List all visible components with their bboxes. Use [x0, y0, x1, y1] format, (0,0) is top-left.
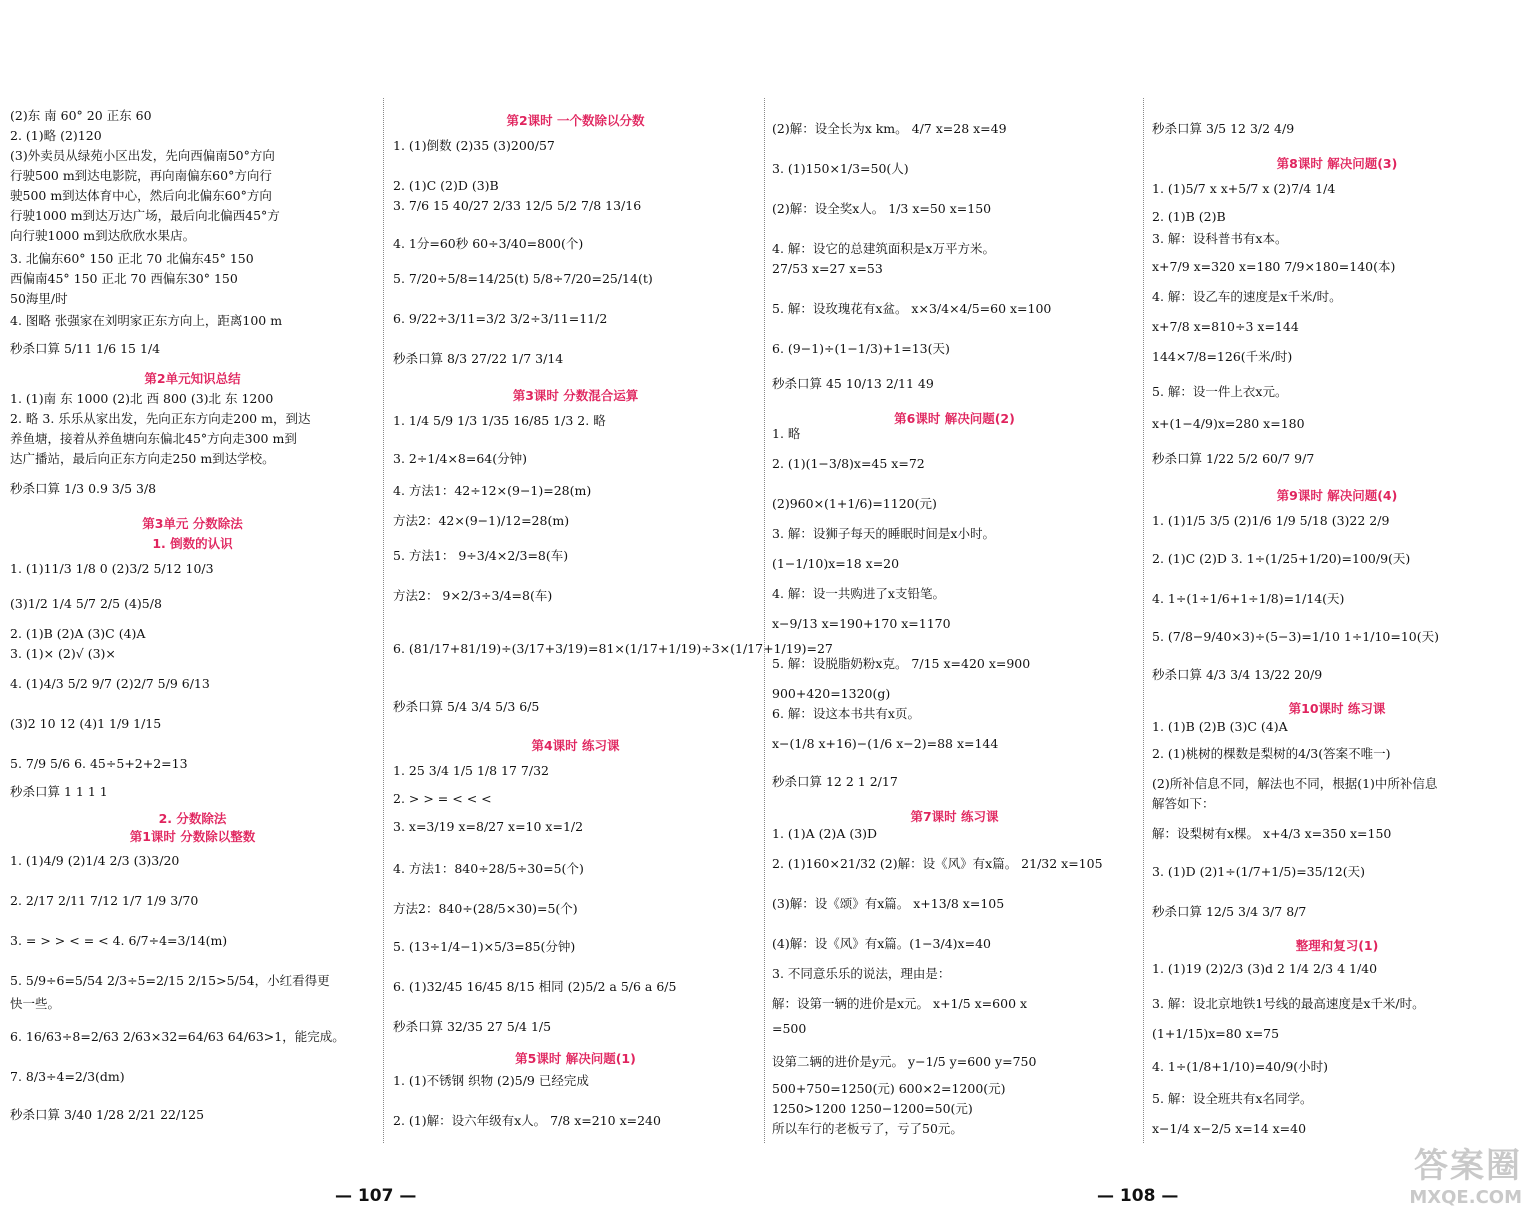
answer-line: (3)外卖员从绿苑小区出发，先向西偏南50°方向: [10, 148, 275, 163]
answer-line: 秒杀口算 1 1 1 1: [10, 784, 108, 799]
answer-line: 行驶500 m到达电影院，再向南偏东60°方向行: [10, 168, 272, 183]
answer-line: 秒杀口算 4/3 3/4 13/22 20/9: [1152, 667, 1323, 682]
section-heading: 第2课时 一个数除以分数: [506, 113, 645, 128]
answer-line: 向行驶1000 m到达欣欣水果店。: [10, 228, 196, 243]
answer-line: 2. (1)160×21/32 (2)解：设《风》有x篇。 21/32 x=105: [772, 856, 1103, 871]
section-heading: 第5课时 解决问题(1): [515, 1051, 636, 1066]
section-heading: 第1课时 分数除以整数: [129, 829, 256, 844]
answer-line: 秒杀口算 5/4 3/4 5/3 6/5: [393, 699, 540, 714]
answer-line: 5. 解：设脱脂奶粉x克。 7/15 x=420 x=900: [772, 656, 1031, 671]
answer-line: 达广播站，最后向正东方向走250 m到达学校。: [10, 451, 275, 466]
answer-line: 1. 略: [772, 426, 801, 441]
answer-line: 西偏南45° 150 正北 70 西偏东30° 150: [10, 271, 238, 286]
answer-line: 3. 解：设狮子每天的睡眠时间是x小时。: [772, 526, 995, 541]
answer-line: 3. 2÷1/4×8=64(分钟): [393, 451, 528, 466]
answer-line: 1. (1)南 东 1000 (2)北 西 800 (3)北 东 1200: [10, 391, 274, 406]
answer-line: 解：设梨树有x棵。 x+4/3 x=350 x=150: [1152, 826, 1392, 841]
answer-line: 4. 方法1：840÷28/5÷30=5(个): [393, 861, 584, 876]
section-heading: 第3单元 分数除法: [142, 516, 243, 531]
answer-line: 50海里/时: [10, 291, 68, 306]
section-heading: 第6课时 解决问题(2): [894, 411, 1015, 426]
answer-line: x+7/9 x=320 x=180 7/9×180=140(本): [1152, 259, 1396, 274]
answer-line: (3)解：设《颂》有x篇。 x+13/8 x=105: [772, 896, 1005, 911]
column-divider: [383, 98, 384, 1143]
answer-line: 5. 解：设全班共有x名同学。: [1152, 1091, 1313, 1106]
page-number-right: — 108 —: [1097, 1186, 1179, 1206]
answer-line: 设第二辆的进价是y元。 y−1/5 y=600 y=750: [772, 1054, 1037, 1069]
answer-line: x+(1−4/9)x=280 x=180: [1152, 416, 1305, 431]
answer-line: 4. 1÷(1/8+1/10)=40/9(小时): [1152, 1059, 1329, 1074]
answer-line: 6. (81/17+81/19)÷(3/17+3/19)=81×(1/17+1/19)÷3×(1/17+1/19)=27: [393, 641, 833, 656]
answer-column-1: [10, 100, 375, 1150]
answer-line: 6. (9−1)÷(1−1/3)+1=13(天): [772, 341, 950, 356]
answer-line: 快一些。: [10, 996, 61, 1011]
answer-line: 5. 方法1： 9÷3/4×2/3=8(车): [393, 548, 569, 563]
answer-line: 2. (1)B (2)A (3)C (4)A: [10, 626, 146, 641]
answer-line: 1. (1)5/7 x x+5/7 x (2)7/4 1/4: [1152, 181, 1336, 196]
answer-line: (2)解：设全长为x km。 4/7 x=28 x=49: [772, 121, 1007, 136]
section-heading: 整理和复习(1): [1295, 938, 1379, 953]
answer-line: 4. 方法1：42÷12×(9−1)=28(m): [393, 483, 592, 498]
answer-line: 所以车行的老板亏了，亏了50元。: [772, 1121, 963, 1136]
answer-line: 6. (1)32/45 16/45 8/15 相同 (2)5/2 a 5/6 a 6/5: [393, 979, 677, 994]
answer-column-4: [1152, 100, 1522, 1150]
answer-line: 4. 解：设乙车的速度是x千米/时。: [1152, 289, 1342, 304]
answer-line: (1+1/15)x=80 x=75: [1152, 1026, 1280, 1041]
answer-line: 4. 图略 张强家在刘明家正东方向上，距离100 m: [10, 313, 283, 328]
answer-line: 3. 不同意乐乐的说法，理由是：: [772, 966, 951, 981]
watermark-text: 答案圈: [1414, 1146, 1522, 1186]
answer-line: 5. (13÷1/4−1)×5/3=85(分钟): [393, 939, 576, 954]
answer-line: 秒杀口算 12/5 3/4 3/7 8/7: [1152, 904, 1307, 919]
column-divider: [764, 98, 765, 1143]
answer-line: 解：设第一辆的进价是x元。 x+1/5 x=600 x: [772, 996, 1028, 1011]
watermark-logo: [1409, 1138, 1522, 1208]
answer-line: 144×7/8=126(千米/时): [1152, 349, 1293, 364]
answer-line: (2)960×(1+1/6)=1120(元): [772, 496, 937, 511]
answer-line: 秒杀口算 8/3 27/22 1/7 3/14: [393, 351, 564, 366]
answer-line: 秒杀口算 3/40 1/28 2/21 22/125: [10, 1107, 205, 1122]
answer-line: 6. 解：设这本书共有x页。: [772, 706, 920, 721]
answer-line: 3. 解：设科普书有x本。: [1152, 231, 1288, 246]
answer-line: 2. (1)桃树的棵数是梨树的4/3(答案不唯一): [1152, 746, 1391, 761]
answer-line: 秒杀口算 1/22 5/2 60/7 9/7: [1152, 451, 1315, 466]
answer-line: 秒杀口算 32/35 27 5/4 1/5: [393, 1019, 552, 1034]
answer-line: 方法2：840÷(28/5×30)=5(个): [393, 901, 578, 916]
answer-line: 4. (1)4/3 5/2 9/7 (2)2/7 5/9 6/13: [10, 676, 210, 691]
section-heading: 第8课时 解决问题(3): [1276, 156, 1398, 171]
answer-line: 秒杀口算 12 2 1 2/17: [772, 774, 898, 789]
answer-line: 3. (1)150×1/3=50(人): [772, 161, 909, 176]
answer-line: 4. 1分=60秒 60÷3/40=800(个): [393, 236, 584, 251]
answer-line: 解答如下：: [1152, 796, 1215, 811]
answer-line: (3)1/2 1/4 5/7 2/5 (4)5/8: [10, 596, 162, 611]
answer-line: 2. (1)B (2)B: [1152, 209, 1226, 224]
answer-line: (2)解：设全奖x人。 1/3 x=50 x=150: [772, 201, 992, 216]
answer-line: 4. 解：设它的总建筑面积是x万平方米。: [772, 241, 995, 256]
answer-line: x+7/8 x=810÷3 x=144: [1152, 319, 1299, 334]
section-heading: 2. 分数除法: [158, 811, 227, 826]
answer-line: 秒杀口算 1/3 0.9 3/5 3/8: [10, 481, 157, 496]
answer-line: 6. 16/63÷8=2/63 2/63×32=64/63 64/63>1，能完成。: [10, 1029, 345, 1044]
answer-line: x−(1/8 x+16)−(1/6 x−2)=88 x=144: [772, 736, 999, 751]
answer-line: 驶500 m到达体育中心，然后向北偏东60°方向: [10, 188, 272, 203]
answer-line: 5. 解：设玫瑰花有x盆。 x×3/4×4/5=60 x=100: [772, 301, 1052, 316]
answer-line: 行驶1000 m到达万达广场，最后向北偏西45°方: [10, 208, 280, 223]
answer-line: 秒杀口算 3/5 12 3/2 4/9: [1152, 121, 1295, 136]
section-heading: 第3课时 分数混合运算: [512, 388, 639, 403]
answer-line: 2. (1)(1−3/8)x=45 x=72: [772, 456, 925, 471]
page-number-left: — 107 —: [335, 1186, 417, 1206]
watermark-url: MXQE.COM: [1409, 1187, 1522, 1208]
answer-line: 方法2： 9×2/3÷3/4=8(车): [393, 588, 553, 603]
answer-line: (4)解：设《风》有x篇。(1−3/4)x=40: [772, 936, 991, 951]
answer-line: 2. (1)略 (2)120: [10, 128, 102, 143]
answer-line: 2. 2/17 2/11 7/12 1/7 1/9 3/70: [10, 893, 199, 908]
answer-line: 3. (1)× (2)√ (3)×: [10, 646, 116, 661]
section-heading: 第9课时 解决问题(4): [1276, 488, 1398, 503]
answer-line: 5. 7/20÷5/8=14/25(t) 5/8÷7/20=25/14(t): [393, 271, 653, 286]
answer-line: 500+750=1250(元) 600×2=1200(元): [772, 1081, 1006, 1096]
answer-line: 1. (1)11/3 1/8 0 (2)3/2 5/12 10/3: [10, 561, 214, 576]
column-divider: [1143, 98, 1144, 1143]
answer-line: 2. (1)C (2)D (3)B: [393, 178, 499, 193]
answer-line: 2. (1)解：设六年级有x人。 7/8 x=210 x=240: [393, 1113, 661, 1128]
answer-line: 1. (1)不锈钢 织物 (2)5/9 已经完成: [393, 1073, 589, 1088]
answer-line: =500: [772, 1021, 807, 1036]
answer-line: 1. (1)A (2)A (3)D: [772, 826, 878, 841]
answer-line: (3)2 10 12 (4)1 1/9 1/15: [10, 716, 162, 731]
section-heading: 第4课时 练习课: [531, 738, 620, 753]
answer-line: 1250>1200 1250−1200=50(元): [772, 1101, 973, 1116]
answer-line: 1. (1)倒数 (2)35 (3)200/57: [393, 138, 555, 153]
answer-line: x−9/13 x=190+170 x=1170: [772, 616, 951, 631]
answer-line: x−1/4 x−2/5 x=14 x=40: [1152, 1121, 1307, 1136]
answer-line: (1−1/10)x=18 x=20: [772, 556, 900, 571]
answer-line: 6. 9/22÷3/11=3/2 3/2÷3/11=11/2: [393, 311, 608, 326]
answer-line: 3. 7/6 15 40/27 2/33 12/5 5/2 7/8 13/16: [393, 198, 642, 213]
answer-column-3: [772, 100, 1137, 1150]
answer-line: 4. 解：设一共购进了x支铅笔。: [772, 586, 945, 601]
section-heading: 第7课时 练习课: [910, 809, 999, 824]
answer-line: 5. 解：设一件上衣x元。: [1152, 384, 1288, 399]
section-heading: 第2单元知识总结: [144, 371, 241, 386]
answer-line: 3. 解：设北京地铁1号线的最高速度是x千米/时。: [1152, 996, 1425, 1011]
answer-line: 5. 7/9 5/6 6. 45÷5+2+2=13: [10, 756, 188, 771]
answer-line: 27/53 x=27 x=53: [772, 261, 883, 276]
answer-line: 3. (1)D (2)1÷(1/7+1/5)=35/12(天): [1152, 864, 1365, 879]
answer-line: 3. 北偏东60° 150 正北 70 北偏东45° 150: [10, 251, 254, 266]
answer-line: 5. 5/9÷6=5/54 2/3÷5=2/15 2/15>5/54，小红看得更: [10, 973, 330, 988]
answer-line: 1. (1)1/5 3/5 (2)1/6 1/9 5/18 (3)22 2/9: [1152, 513, 1390, 528]
answer-line: 5. (7/8−9/40×3)÷(5−3)=1/10 1÷1/10=10(天): [1152, 629, 1439, 644]
answer-line: 2. 略 3. 乐乐从家出发，先向正东方向走200 m，到达: [10, 411, 311, 426]
answer-line: 7. 8/3÷4=2/3(dm): [10, 1069, 125, 1084]
answer-line: 养鱼塘，接着从养鱼塘向东偏北45°方向走300 m到: [10, 431, 297, 446]
answer-line: 1. 1/4 5/9 1/3 1/35 16/85 1/3 2. 略: [393, 413, 606, 428]
answer-line: 3. = > > < = < 4. 6/7÷4=3/14(m): [10, 933, 228, 948]
answer-line: 1. (1)19 (2)2/3 (3)d 2 1/4 2/3 4 1/40: [1152, 961, 1378, 976]
answer-line: (2)东 南 60° 20 正东 60: [10, 108, 152, 123]
answer-line: 2. (1)C (2)D 3. 1÷(1/25+1/20)=100/9(天): [1152, 551, 1411, 566]
answer-line: 2. > > = < < <: [393, 791, 492, 806]
section-heading: 1. 倒数的认识: [152, 536, 233, 551]
answer-line: 1. (1)4/9 (2)1/4 2/3 (3)3/20: [10, 853, 180, 868]
answer-line: 4. 1÷(1÷1/6+1÷1/8)=1/14(天): [1152, 591, 1345, 606]
answer-line: 1. 25 3/4 1/5 1/8 17 7/32: [393, 763, 549, 778]
answer-line: 3. x=3/19 x=8/27 x=10 x=1/2: [393, 819, 584, 834]
answer-line: 秒杀口算 45 10/13 2/11 49: [772, 376, 934, 391]
answer-line: 秒杀口算 5/11 1/6 15 1/4: [10, 341, 161, 356]
section-heading: 第10课时 练习课: [1288, 701, 1386, 716]
answer-line: 方法2：42×(9−1)/12=28(m): [393, 513, 570, 528]
answer-line: (2)所补信息不同，解法也不同，根据(1)中所补信息: [1152, 776, 1438, 791]
answer-line: 900+420=1320(g): [772, 686, 891, 701]
answer-line: 1. (1)B (2)B (3)C (4)A: [1152, 719, 1288, 734]
